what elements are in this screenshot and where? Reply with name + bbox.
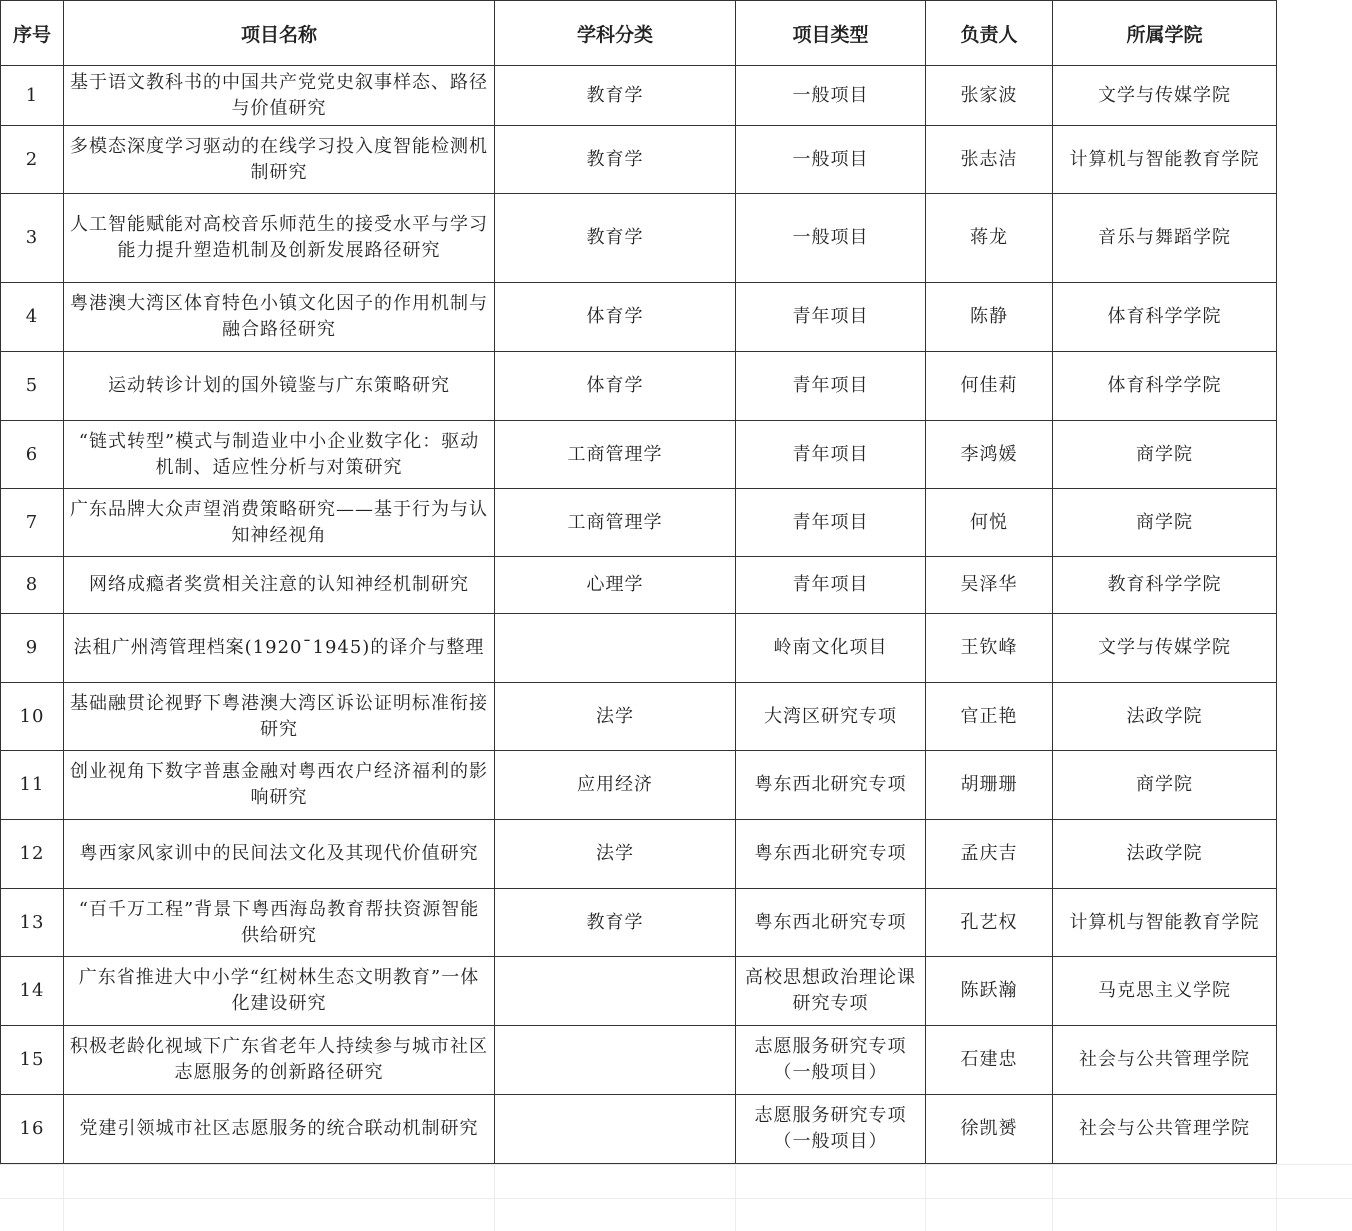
- row-number: 7: [1, 489, 64, 557]
- table-row: [1, 283, 1277, 352]
- leader-name: 官正艳: [926, 683, 1053, 751]
- header-cell: 序号: [1, 1, 64, 66]
- leader-name: 陈静: [926, 283, 1053, 352]
- discipline: 应用经济: [495, 751, 736, 820]
- leader-name: 王钦峰: [926, 614, 1053, 683]
- leader-name: 蒋龙: [926, 194, 1053, 283]
- college-name: 商学院: [1053, 751, 1277, 820]
- table-row: [1, 957, 1277, 1026]
- project-type: 大湾区研究专项: [736, 683, 926, 751]
- table-row: [1, 421, 1277, 489]
- college-name: 马克思主义学院: [1053, 957, 1277, 1026]
- row-number: 10: [1, 683, 64, 751]
- project-type: 青年项目: [736, 421, 926, 489]
- project-name: “链式转型”模式与制造业中小企业数字化：驱动机制、适应性分析与对策研究: [64, 421, 495, 489]
- table-row: [1, 557, 1277, 614]
- table-row: [1, 194, 1277, 283]
- row-number: 3: [1, 194, 64, 283]
- project-type: 岭南文化项目: [736, 614, 926, 683]
- row-number: 9: [1, 614, 64, 683]
- discipline: 体育学: [495, 283, 736, 352]
- project-name: 广东省推进大中小学“红树林生态文明教育”一体化建设研究: [64, 957, 495, 1026]
- leader-name: 孟庆吉: [926, 820, 1053, 889]
- project-type: 青年项目: [736, 489, 926, 557]
- college-name: 社会与公共管理学院: [1053, 1095, 1277, 1164]
- leader-name: 张志洁: [926, 126, 1053, 194]
- table-row: [1, 1026, 1277, 1095]
- project-type: 一般项目: [736, 194, 926, 283]
- leader-name: 徐凯赟: [926, 1095, 1053, 1164]
- discipline: [495, 957, 736, 1026]
- row-number: 1: [1, 66, 64, 126]
- project-name: 法租广州湾管理档案(1920¯1945)的译介与整理: [64, 614, 495, 683]
- project-name: 粤西家风家训中的民间法文化及其现代价值研究: [64, 820, 495, 889]
- table-row: [1, 126, 1277, 194]
- discipline: 体育学: [495, 352, 736, 421]
- leader-name: 张家波: [926, 66, 1053, 126]
- discipline: 心理学: [495, 557, 736, 614]
- college-name: 教育科学学院: [1053, 557, 1277, 614]
- college-name: 法政学院: [1053, 683, 1277, 751]
- project-type: 志愿服务研究专项（一般项目）: [736, 1026, 926, 1095]
- leader-name: 李鸿媛: [926, 421, 1053, 489]
- college-name: 文学与传媒学院: [1053, 614, 1277, 683]
- project-name: 运动转诊计划的国外镜鉴与广东策略研究: [64, 352, 495, 421]
- discipline: 教育学: [495, 66, 736, 126]
- college-name: 音乐与舞蹈学院: [1053, 194, 1277, 283]
- table-row: [1, 889, 1277, 957]
- project-name: 基于语文教科书的中国共产党党史叙事样态、路径与价值研究: [64, 66, 495, 126]
- project-name: 人工智能赋能对高校音乐师范生的接受水平与学习能力提升塑造机制及创新发展路径研究: [64, 194, 495, 283]
- row-number: 11: [1, 751, 64, 820]
- leader-name: 何悦: [926, 489, 1053, 557]
- college-name: 计算机与智能教育学院: [1053, 889, 1277, 957]
- row-number: 8: [1, 557, 64, 614]
- leader-name: 何佳莉: [926, 352, 1053, 421]
- college-name: 体育科学学院: [1053, 352, 1277, 421]
- table-row: [1, 820, 1277, 889]
- table-row: [1, 751, 1277, 820]
- project-type: 一般项目: [736, 126, 926, 194]
- project-name: 基础融贯论视野下粤港澳大湾区诉讼证明标准衔接研究: [64, 683, 495, 751]
- header-cell: 项目名称: [64, 1, 495, 66]
- discipline: 工商管理学: [495, 489, 736, 557]
- project-name: 粤港澳大湾区体育特色小镇文化因子的作用机制与融合路径研究: [64, 283, 495, 352]
- project-name: 创业视角下数字普惠金融对粤西农户经济福利的影响研究: [64, 751, 495, 820]
- discipline: 教育学: [495, 126, 736, 194]
- project-type: 青年项目: [736, 283, 926, 352]
- project-name: 多模态深度学习驱动的在线学习投入度智能检测机制研究: [64, 126, 495, 194]
- project-type: 志愿服务研究专项（一般项目）: [736, 1095, 926, 1164]
- header-cell: 所属学院: [1053, 1, 1277, 66]
- project-type: 一般项目: [736, 66, 926, 126]
- college-name: 法政学院: [1053, 820, 1277, 889]
- table-row: [1, 1095, 1277, 1164]
- header-cell: 项目类型: [736, 1, 926, 66]
- row-number: 4: [1, 283, 64, 352]
- project-type: 粤东西北研究专项: [736, 751, 926, 820]
- table-row: [1, 489, 1277, 557]
- row-number: 16: [1, 1095, 64, 1164]
- project-name: “百千万工程”背景下粤西海岛教育帮扶资源智能供给研究: [64, 889, 495, 957]
- row-number: 12: [1, 820, 64, 889]
- project-type: 粤东西北研究专项: [736, 820, 926, 889]
- leader-name: 孔艺权: [926, 889, 1053, 957]
- discipline: 工商管理学: [495, 421, 736, 489]
- project-name: 党建引领城市社区志愿服务的统合联动机制研究: [64, 1095, 495, 1164]
- discipline: [495, 614, 736, 683]
- row-number: 6: [1, 421, 64, 489]
- discipline: 教育学: [495, 889, 736, 957]
- discipline: [495, 1026, 736, 1095]
- college-name: 商学院: [1053, 489, 1277, 557]
- row-number: 13: [1, 889, 64, 957]
- leader-name: 胡珊珊: [926, 751, 1053, 820]
- discipline: 法学: [495, 683, 736, 751]
- leader-name: 陈跃瀚: [926, 957, 1053, 1026]
- project-type: 高校思想政治理论课研究专项: [736, 957, 926, 1026]
- table-row: [1, 683, 1277, 751]
- project-name: 广东品牌大众声望消费策略研究——基于行为与认知神经视角: [64, 489, 495, 557]
- project-type: 青年项目: [736, 352, 926, 421]
- table-row: [1, 66, 1277, 126]
- header-cell: 学科分类: [495, 1, 736, 66]
- college-name: 文学与传媒学院: [1053, 66, 1277, 126]
- header-row: [1, 1, 1277, 66]
- discipline: 教育学: [495, 194, 736, 283]
- row-number: 5: [1, 352, 64, 421]
- project-type: 粤东西北研究专项: [736, 889, 926, 957]
- college-name: 社会与公共管理学院: [1053, 1026, 1277, 1095]
- leader-name: 吴泽华: [926, 557, 1053, 614]
- college-name: 体育科学学院: [1053, 283, 1277, 352]
- discipline: 法学: [495, 820, 736, 889]
- leader-name: 石建忠: [926, 1026, 1053, 1095]
- college-name: 商学院: [1053, 421, 1277, 489]
- header-cell: 负责人: [926, 1, 1053, 66]
- project-name: 网络成瘾者奖赏相关注意的认知神经机制研究: [64, 557, 495, 614]
- project-name: 积极老龄化视域下广东省老年人持续参与城市社区志愿服务的创新路径研究: [64, 1026, 495, 1095]
- row-number: 14: [1, 957, 64, 1026]
- table-row: [1, 352, 1277, 421]
- college-name: 计算机与智能教育学院: [1053, 126, 1277, 194]
- row-number: 15: [1, 1026, 64, 1095]
- project-type: 青年项目: [736, 557, 926, 614]
- discipline: [495, 1095, 736, 1164]
- row-number: 2: [1, 126, 64, 194]
- table-row: [1, 614, 1277, 683]
